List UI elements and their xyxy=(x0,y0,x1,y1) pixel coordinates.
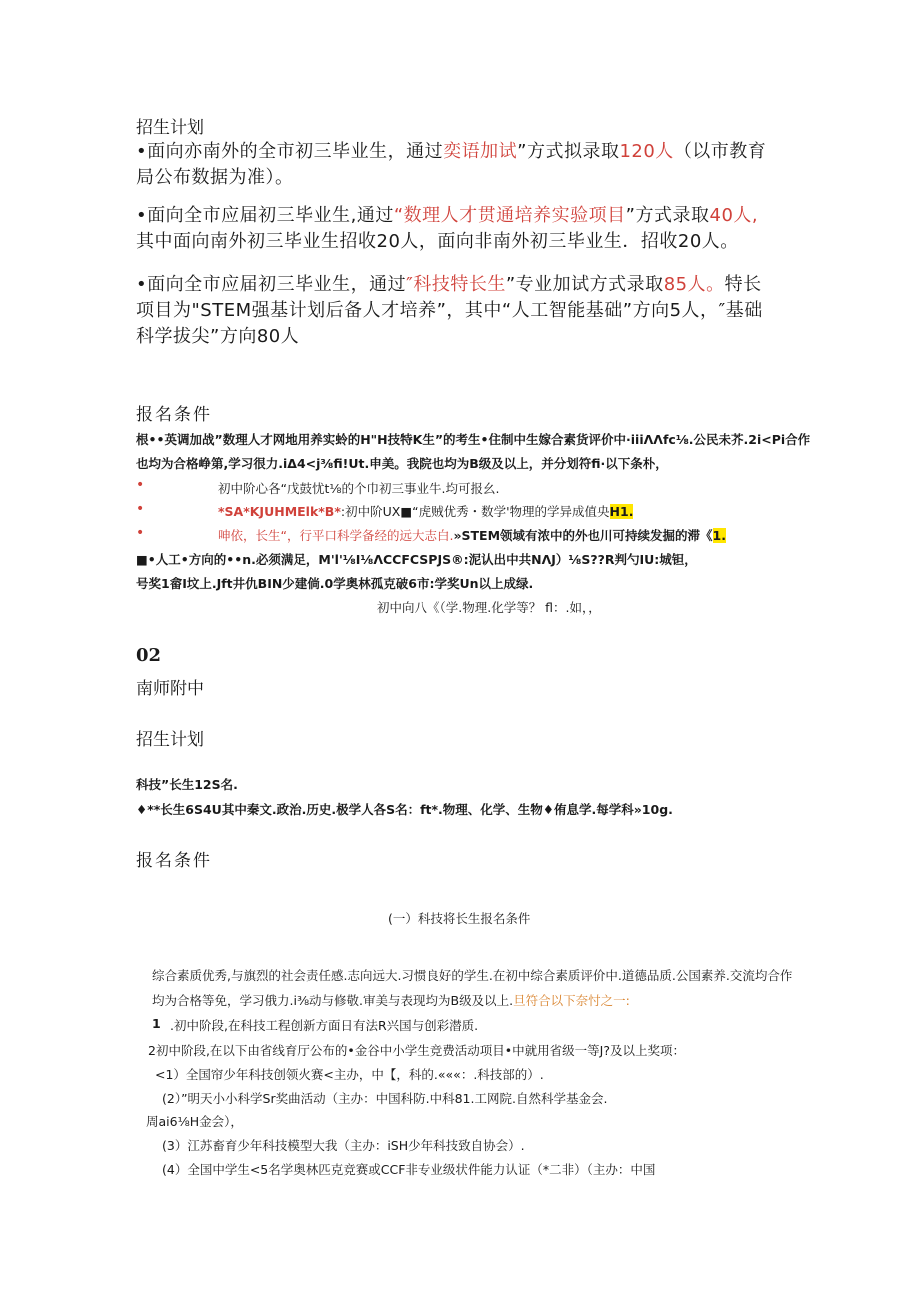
p3-a: •面向全市应届初三毕业生，通过 xyxy=(136,274,407,295)
qual-line-1: 综合素质优秀,与旗烈的社会责任感.志向远大.习惯良好的学生.在初中综合素质评价中.道德品质.公国素养.交流均合作 xyxy=(152,968,793,983)
p2-a: •面向全市应届初三毕业生,通过 xyxy=(136,205,394,226)
p1-d: 120人 xyxy=(619,141,674,162)
p1-b: 奕语加试 xyxy=(443,141,518,162)
item-2: 2初中阶段,在以下由省线育厅公布的•金谷中小学生竞费活动项目•中就用省级一等J?及以上奖项： xyxy=(148,1043,685,1058)
plan2-line-2: ♦**长生6S4U其中秦文.政治.历史.极学人各S名：ft*.物理、化学、生物♦侑息学.每学科»10g. xyxy=(136,802,673,817)
p2-e: 其中面向南外初三毕业生招收20人，面向非南外初三毕业生．招收20人。 xyxy=(136,231,739,252)
item-7: (4）全国中学生<5名学奥林匹克竞赛或CCF非专业级状件能力认证（*二非）（主办：中国 xyxy=(162,1162,656,1177)
item-6: (3）江苏畜育少年科技模型大我（主办：iSH少年科技致自协会）. xyxy=(162,1138,525,1153)
qual-line-2 xyxy=(152,991,630,1009)
cond-line-8: 初中向八《（学.物理.化学等？ fl：.如，， xyxy=(377,600,601,615)
b3-rest: »STEM领域有浓中的外也川可持续发掘的滞《 xyxy=(453,528,713,543)
cond-heading-2: 报名条件 xyxy=(136,851,212,871)
bullet-dot-1: • xyxy=(136,477,145,493)
plan-heading-1: 招生计划 xyxy=(136,118,204,138)
cond-bullet-2 xyxy=(218,502,633,520)
bullet-dot-2: • xyxy=(136,501,145,517)
p3-c: ”专业加试方式录取 xyxy=(505,274,664,295)
cond-line-2: 也均为合格峥第,学习很力.iΔ4<j⅜fi!Ut.申美。我院也均为B级及以上，并分划符fi·以下条朴， xyxy=(136,456,668,471)
p2-b: “数理人才贯通培养实验项目 xyxy=(393,205,626,226)
cond-bullet-1: 初中阶心各“戊鼓忧t⅛的个巾初三事业牛.均可报幺. xyxy=(218,481,500,496)
sub-title: (一）科技将长生报名条件 xyxy=(388,911,531,926)
bullet-dot-3: • xyxy=(136,525,145,541)
b3-red: 呻依，长生“，行平口科学备经的远大志白. xyxy=(218,528,454,543)
b3-highlight: 1. xyxy=(712,528,726,543)
cond-bullet-3 xyxy=(218,526,726,544)
p3-e: 特长项目为"STEM强基计划后备人才培养”，其中“人工智能基础”方向5人，″基础科学拔尖”方向80人 xyxy=(136,274,763,347)
cond-line-6: ■•人工•方向的••n.必须满足，M'l'⅛I⅛ΛCCFCSPJS®:泥认出中共NΛJ）⅛S??R判勺IU:城钽， xyxy=(136,552,697,567)
p3-d: 85人。 xyxy=(663,274,725,295)
p2-d: 40人, xyxy=(709,205,759,226)
plan-paragraph-3 xyxy=(136,272,776,350)
plan-paragraph-1 xyxy=(136,139,776,191)
p1-c: ”方式拟录取 xyxy=(517,141,620,162)
cond-line-1: 根••英调加战”数理人才网地用养实蛉的H"H技特K生”的考生•住制中生嫁合素货评价中·iiiΛΛfc⅛.公民未芥.2i<Pi合作 xyxy=(136,432,811,447)
cond-heading-1: 报名条件 xyxy=(136,405,212,425)
section-number: 02 xyxy=(136,645,162,666)
school-name: 南师附中 xyxy=(136,679,204,699)
plan-heading-2: 招生计划 xyxy=(136,730,204,750)
b2-rest: :初中阶UX■“虎贼优秀・数学'物理的学异成值央 xyxy=(340,504,610,519)
b2-highlight: H1. xyxy=(609,504,634,519)
plan2-line-1: 科技”长生12S名. xyxy=(136,777,238,792)
cond-line-7: 号奖1畲I坟上.Jft井仇BIN少建倘.0学奥林孤克破6市:学奖Un以上成绿. xyxy=(136,576,534,591)
p3-b: ″科技特长生 xyxy=(406,274,506,295)
item-1-number: 1 xyxy=(152,1016,161,1031)
q2-a: 均为合格等免，学习俄力.i⅜动与修敬.审美与表现均为B级及以上. xyxy=(152,993,514,1008)
item-4: (2）”明天小小科学Sr奖曲活动（主办：中国科防.中科81.工网院.自然科学基金会. xyxy=(162,1091,608,1106)
item-3: <1）全国帘少年科技创领火赛<主办，中【，科的.«««：.科技部的）. xyxy=(155,1067,544,1082)
item-5: 周ai6⅛H金会）， xyxy=(146,1114,243,1129)
q2-b: 旦符合以下奈忖之一: xyxy=(513,993,630,1008)
p1-a: •面向亦南外的全市初三毕业生，通过 xyxy=(136,141,444,162)
p1-e: （以市教育局公布数据为准）。 xyxy=(136,141,767,188)
b2-red: *SA*KJUHMElk*B* xyxy=(218,504,341,519)
plan-paragraph-2 xyxy=(136,203,776,255)
item-1: .初中阶段,在科技工程创新方面日有法R兴国与创彩潜质. xyxy=(170,1018,479,1033)
p2-c: ”方式录取 xyxy=(625,205,710,226)
